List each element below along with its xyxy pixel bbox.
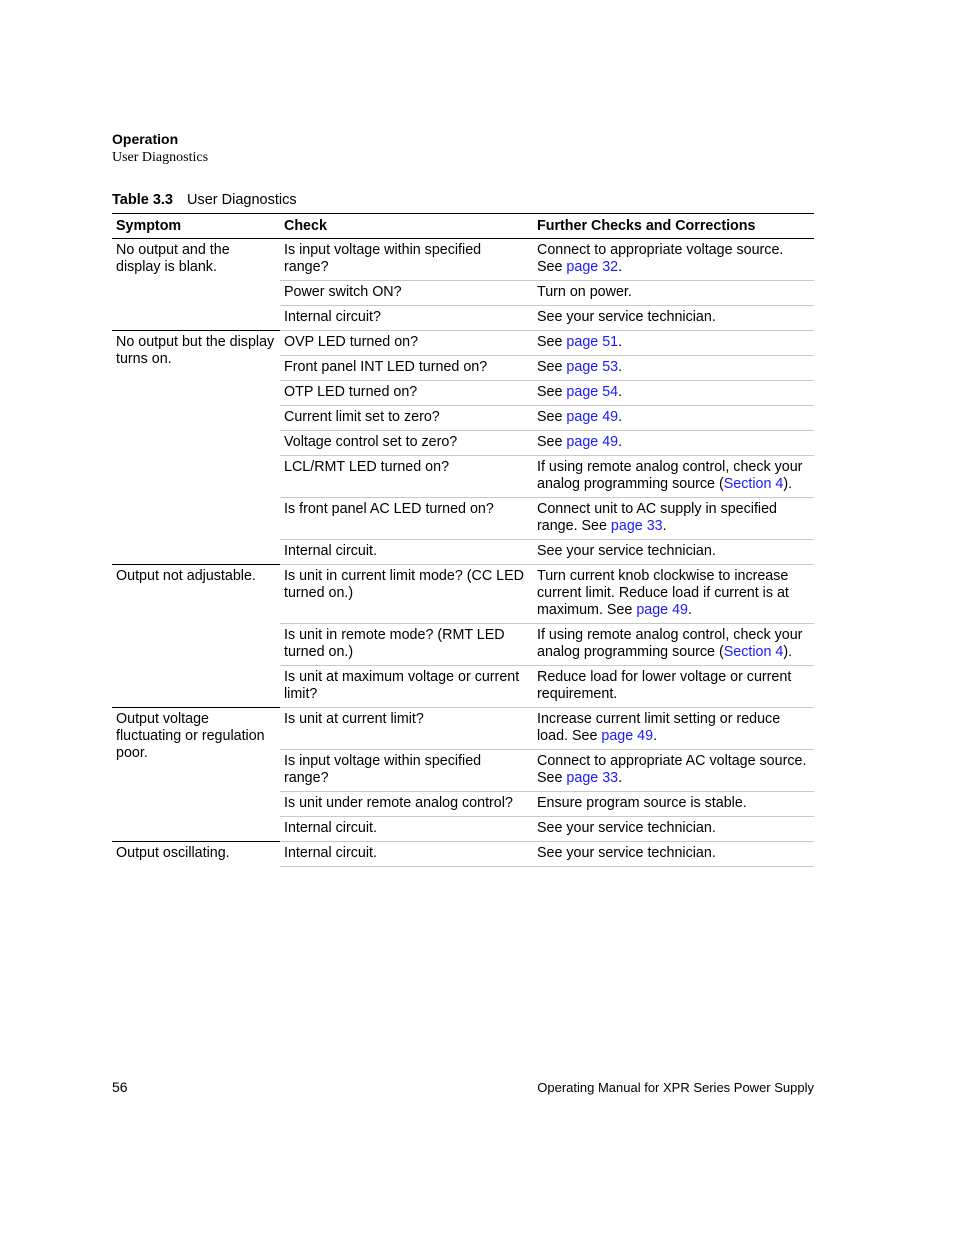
table-row (112, 565, 814, 624)
table-row (112, 239, 814, 281)
correction-text-end: . (618, 409, 623, 425)
column-header-check: Check (280, 214, 533, 239)
correction-cell (533, 356, 814, 381)
correction-text: If using remote analog control, check your analog programming source ( (537, 627, 803, 660)
cross-reference-link[interactable]: page 51 (566, 334, 619, 350)
table-caption-number: Table 3.3 (112, 192, 173, 208)
check-cell: Voltage control set to zero? (280, 431, 533, 456)
correction-text-end: . (662, 518, 667, 534)
correction-text: See (537, 334, 567, 350)
correction-text-end: . (653, 728, 658, 744)
correction-text: See your service technician. (537, 309, 716, 325)
correction-cell (533, 750, 814, 792)
symptom-cell: Output not adjustable. (112, 565, 280, 708)
cross-reference-link[interactable]: page 54 (566, 384, 619, 400)
correction-text-end: ). (783, 644, 793, 660)
correction-text: See (537, 409, 567, 425)
cross-reference-link[interactable]: page 49 (566, 409, 619, 425)
correction-text: If using remote analog control, check your analog programming source ( (537, 459, 803, 492)
correction-text: Increase current limit setting or reduce load. See (537, 711, 781, 744)
check-cell: Internal circuit. (280, 817, 533, 842)
diagnostics-table (112, 213, 814, 867)
correction-text: See (537, 434, 567, 450)
correction-text-end: . (618, 384, 623, 400)
cross-reference-link[interactable]: page 33 (566, 770, 619, 786)
correction-cell (533, 666, 814, 708)
symptom-cell: Output voltage fluctuating or regulation poor. (112, 708, 280, 842)
cross-reference-link[interactable]: page 32 (566, 259, 619, 275)
check-cell: Is unit at maximum voltage or current limit? (280, 666, 533, 708)
correction-text: Connect to appropriate AC voltage source. See (537, 753, 807, 786)
check-cell: Is unit under remote analog control? (280, 792, 533, 817)
table-body (112, 239, 814, 867)
cross-reference-link[interactable]: page 49 (601, 728, 654, 744)
correction-text: See your service technician. (537, 543, 716, 559)
check-cell: Internal circuit? (280, 306, 533, 331)
column-header-symptom: Symptom (112, 214, 280, 239)
table-row (112, 708, 814, 750)
correction-text: See your service technician. (537, 845, 716, 861)
correction-text-end: . (688, 602, 692, 618)
correction-text: Turn on power. (537, 284, 632, 300)
correction-cell (533, 381, 814, 406)
cross-reference-link[interactable]: Section 4 (723, 644, 784, 660)
correction-cell (533, 431, 814, 456)
correction-cell (533, 624, 814, 666)
correction-text: Ensure program source is stable. (537, 795, 747, 811)
correction-cell (533, 708, 814, 750)
correction-cell (533, 239, 814, 281)
symptom-cell: No output and the display is blank. (112, 239, 280, 331)
table-row (112, 331, 814, 356)
correction-text: See your service technician. (537, 820, 716, 836)
correction-text-end: . (618, 770, 623, 786)
correction-text-end: ). (783, 476, 793, 492)
check-cell: OVP LED turned on? (280, 331, 533, 356)
correction-cell (533, 842, 814, 867)
page-number: 56 (112, 1079, 128, 1095)
correction-text: Turn current knob clockwise to increase current limit. Reduce load if current is at maximum. See (537, 568, 789, 618)
symptom-cell: No output but the display turns on. (112, 331, 280, 565)
correction-text-end: . (618, 359, 623, 375)
check-cell: Internal circuit. (280, 842, 533, 867)
correction-text: See (537, 384, 567, 400)
correction-text: See (537, 359, 567, 375)
check-cell: Is unit in remote mode? (RMT LED turned on.) (280, 624, 533, 666)
check-cell: Is input voltage within specified range? (280, 239, 533, 281)
correction-text-end: . (618, 259, 623, 275)
symptom-cell: Output oscillating. (112, 842, 280, 867)
correction-text-end: . (618, 334, 623, 350)
correction-text-end: . (618, 434, 623, 450)
section-title: Operation (112, 131, 179, 147)
cross-reference-link[interactable]: Section 4 (723, 476, 784, 492)
check-cell: Is unit at current limit? (280, 708, 533, 750)
correction-cell (533, 498, 814, 540)
cross-reference-link[interactable]: page 49 (636, 602, 688, 618)
correction-cell (533, 306, 814, 331)
correction-cell (533, 817, 814, 842)
check-cell: Front panel INT LED turned on? (280, 356, 533, 381)
correction-cell (533, 456, 814, 498)
footer-doc-title: Operating Manual for XPR Series Power Supply (537, 1080, 814, 1095)
check-cell: Power switch ON? (280, 281, 533, 306)
cross-reference-link[interactable]: page 53 (566, 359, 619, 375)
check-cell: Internal circuit. (280, 540, 533, 565)
correction-text: Connect to appropriate voltage source. See (537, 242, 784, 275)
correction-cell (533, 565, 814, 624)
check-cell: OTP LED turned on? (280, 381, 533, 406)
correction-cell (533, 331, 814, 356)
check-cell: Current limit set to zero? (280, 406, 533, 431)
check-cell: LCL/RMT LED turned on? (280, 456, 533, 498)
correction-cell (533, 406, 814, 431)
correction-text: Reduce load for lower voltage or current requirement. (537, 669, 792, 702)
table-row (112, 842, 814, 867)
table-caption (112, 192, 297, 208)
correction-text: Connect unit to AC supply in specified range. See (537, 501, 778, 534)
correction-cell (533, 281, 814, 306)
table-header-row (112, 214, 814, 239)
column-header-corrections: Further Checks and Corrections (533, 214, 814, 239)
correction-cell (533, 540, 814, 565)
correction-cell (533, 792, 814, 817)
table-caption-title: User Diagnostics (186, 192, 297, 208)
cross-reference-link[interactable]: page 49 (566, 434, 619, 450)
check-cell: Is input voltage within specified range? (280, 750, 533, 792)
check-cell: Is front panel AC LED turned on? (280, 498, 533, 540)
cross-reference-link[interactable]: page 33 (610, 518, 663, 534)
check-cell: Is unit in current limit mode? (CC LED turned on.) (280, 565, 533, 624)
subsection-title: User Diagnostics (112, 150, 209, 165)
